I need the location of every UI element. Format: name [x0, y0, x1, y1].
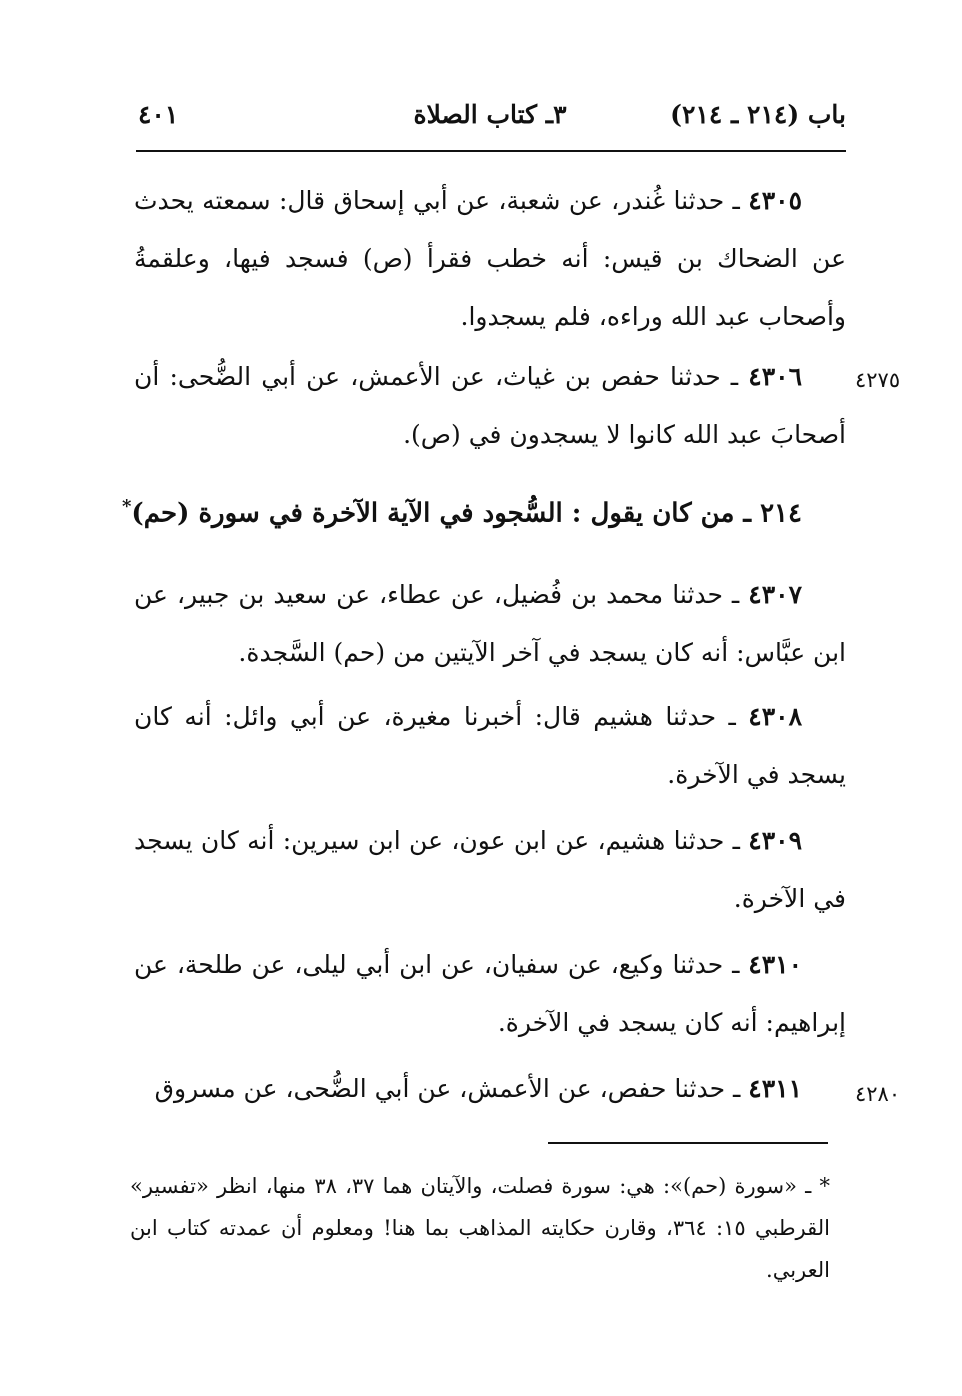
- header-rule: [136, 150, 846, 152]
- hadith-4306: [134, 348, 846, 464]
- footnote-marker: *: [121, 496, 132, 517]
- hadith-4311: [134, 1060, 846, 1118]
- hadith-4308: [134, 688, 846, 804]
- hadith-number: ٤٣٠٧: [748, 580, 802, 609]
- hadith-number: ٤٣٠٦: [748, 362, 802, 391]
- hadith-text: ـ حدثنا حفص بن غياث، عن الأعمش، عن أبي الضُّحى: أن أصحابَ عبد الله كانوا لا يسجدون في (ص).: [134, 362, 846, 449]
- section-title: [122, 496, 802, 529]
- hadith-text: ـ حدثنا هشيم، عن ابن عون، عن ابن سيرين: أنه كان يسجد في الآخرة.: [134, 826, 846, 913]
- hadith-text: ـ حدثنا حفص، عن الأعمش، عن أبي الضُّحى، عن مسروق: [154, 1074, 749, 1103]
- hadith-text: ـ حدثنا وكيع، عن سفيان، عن ابن أبي ليلى، عن طلحة، عن إبراهيم: أنه كان يسجد في الآخرة.: [134, 950, 846, 1037]
- footnote: * ـ «سورة (حم)»: هي: سورة فصلت، والآيتان هما ٣٧، ٣٨ منها، انظر «تفسير» القرطبي ١٥: ٣٦٤، وقارن حكايته المذاهب بما هنا! ومعلوم أن عمدته كتاب ابن العربي.: [130, 1174, 831, 1282]
- hadith-4310: [134, 936, 846, 1052]
- page-number: ٤٠١: [138, 100, 179, 129]
- hadith-4307: [134, 566, 846, 682]
- running-header-book: ٣ـ كتاب الصلاة: [413, 100, 567, 129]
- running-header-chapter: باب (٢١٤ ـ ٢١٤): [670, 100, 846, 129]
- hadith-4305: [134, 172, 846, 346]
- hadith-4309: [134, 812, 846, 928]
- hadith-number: ٤٣١١: [748, 1074, 802, 1103]
- hadith-number: ٤٣١٠: [748, 950, 802, 979]
- hadith-number: ٤٣٠٨: [748, 702, 802, 731]
- footnote-rule: [548, 1142, 828, 1144]
- margin-reference-number: ٤٢٧٥: [855, 368, 901, 392]
- hadith-number: ٤٣٠٥: [748, 186, 802, 215]
- margin-reference-number: ٤٢٨٠: [855, 1082, 901, 1106]
- hadith-text: ـ حدثنا محمد بن فُضيل، عن عطاء، عن سعيد بن جبير، عن ابن عبَّاس: أنه كان يسجد في آخر الآيتين من (حم) السَّجدة.: [134, 580, 846, 667]
- hadith-text: ـ حدثنا هشيم قال: أخبرنا مغيرة، عن أبي وائل: أنه كان يسجد في الآخرة.: [134, 702, 846, 789]
- section-title-text: ٢١٤ ـ من كان يقول : السُّجود في الآية الآخرة في سورة (حم): [131, 498, 802, 529]
- hadith-text: ـ حدثنا غُندر، عن شعبة، عن أبي إسحاق قال: سمعته يحدث عن الضحاك بن قيس: أنه خطب فقرأ (ص) فسجد فيها، وعلقمةُ وأصحاب عبد الله وراءه، فلم يسجدوا.: [134, 186, 846, 331]
- hadith-number: ٤٣٠٩: [748, 826, 802, 855]
